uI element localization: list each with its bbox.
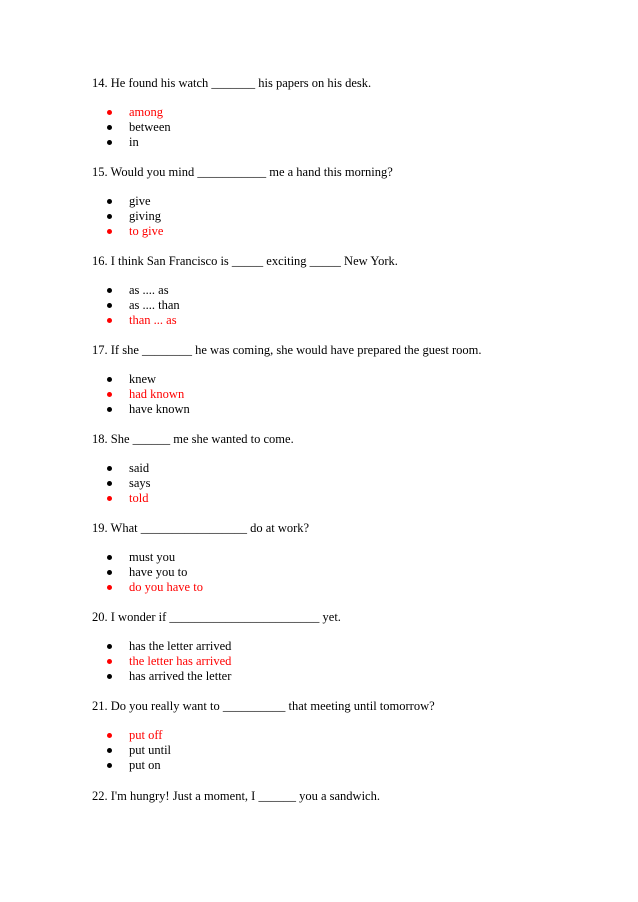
bullet-icon [107, 377, 112, 382]
option-label: between [129, 120, 171, 134]
bullet-icon [107, 110, 112, 115]
question-19: 19. What _________________ do at work? [92, 521, 310, 535]
option-label: put off [129, 728, 163, 742]
option-label: had known [129, 387, 185, 401]
bullet-icon [107, 392, 112, 397]
option-label: as .... as [129, 283, 169, 297]
option-label: knew [129, 372, 157, 386]
bullet-icon [107, 763, 112, 768]
option-label: to give [129, 224, 164, 238]
bullet-icon [107, 288, 112, 293]
bullet-icon [107, 481, 112, 486]
option-label: do you have to [129, 580, 203, 594]
option-label: than ... as [129, 313, 177, 327]
bullet-icon [107, 125, 112, 130]
question-17: 17. If she ________ he was coming, she would have prepared the guest room. [92, 343, 482, 357]
bullet-icon [107, 733, 112, 738]
bullet-icon [107, 644, 112, 649]
question-16: 16. I think San Francisco is _____ exciting _____ New York. [92, 254, 398, 268]
option-label: as .... than [129, 298, 180, 312]
bullet-icon [107, 229, 112, 234]
bullet-icon [107, 496, 112, 501]
option-label: told [129, 491, 149, 505]
question-14: 14. He found his watch _______ his papers on his desk. [92, 76, 372, 90]
option-label: put until [129, 743, 172, 757]
bullet-icon [107, 407, 112, 412]
bullet-icon [107, 585, 112, 590]
option-label: have you to [129, 565, 188, 579]
option-label: giving [129, 209, 161, 223]
bullet-icon [107, 303, 112, 308]
bullet-icon [107, 659, 112, 664]
option-label: must you [129, 550, 176, 564]
option-label: says [129, 476, 151, 490]
bullet-icon [107, 466, 112, 471]
option-label: give [129, 194, 151, 208]
option-label: in [129, 135, 139, 149]
question-18: 18. She ______ me she wanted to come. [92, 432, 294, 446]
option-label: have known [129, 402, 190, 416]
bullet-icon [107, 555, 112, 560]
option-label: said [129, 461, 150, 475]
option-label: put on [129, 758, 161, 772]
bullet-icon [107, 570, 112, 575]
bullet-icon [107, 674, 112, 679]
option-label: has arrived the letter [129, 669, 232, 683]
question-22: 22. I'm hungry! Just a moment, I ______ you a sandwich. [92, 789, 380, 803]
option-label: has the letter arrived [129, 639, 232, 653]
bullet-icon [107, 214, 112, 219]
question-21: 21. Do you really want to __________ that meeting until tomorrow? [92, 699, 435, 713]
option-label: among [129, 105, 164, 119]
question-15: 15. Would you mind ___________ me a hand this morning? [92, 165, 393, 179]
bullet-icon [107, 748, 112, 753]
bullet-icon [107, 140, 112, 145]
bullet-icon [107, 199, 112, 204]
option-label: the letter has arrived [129, 654, 232, 668]
question-20: 20. I wonder if ________________________ yet. [92, 610, 341, 624]
bullet-icon [107, 318, 112, 323]
